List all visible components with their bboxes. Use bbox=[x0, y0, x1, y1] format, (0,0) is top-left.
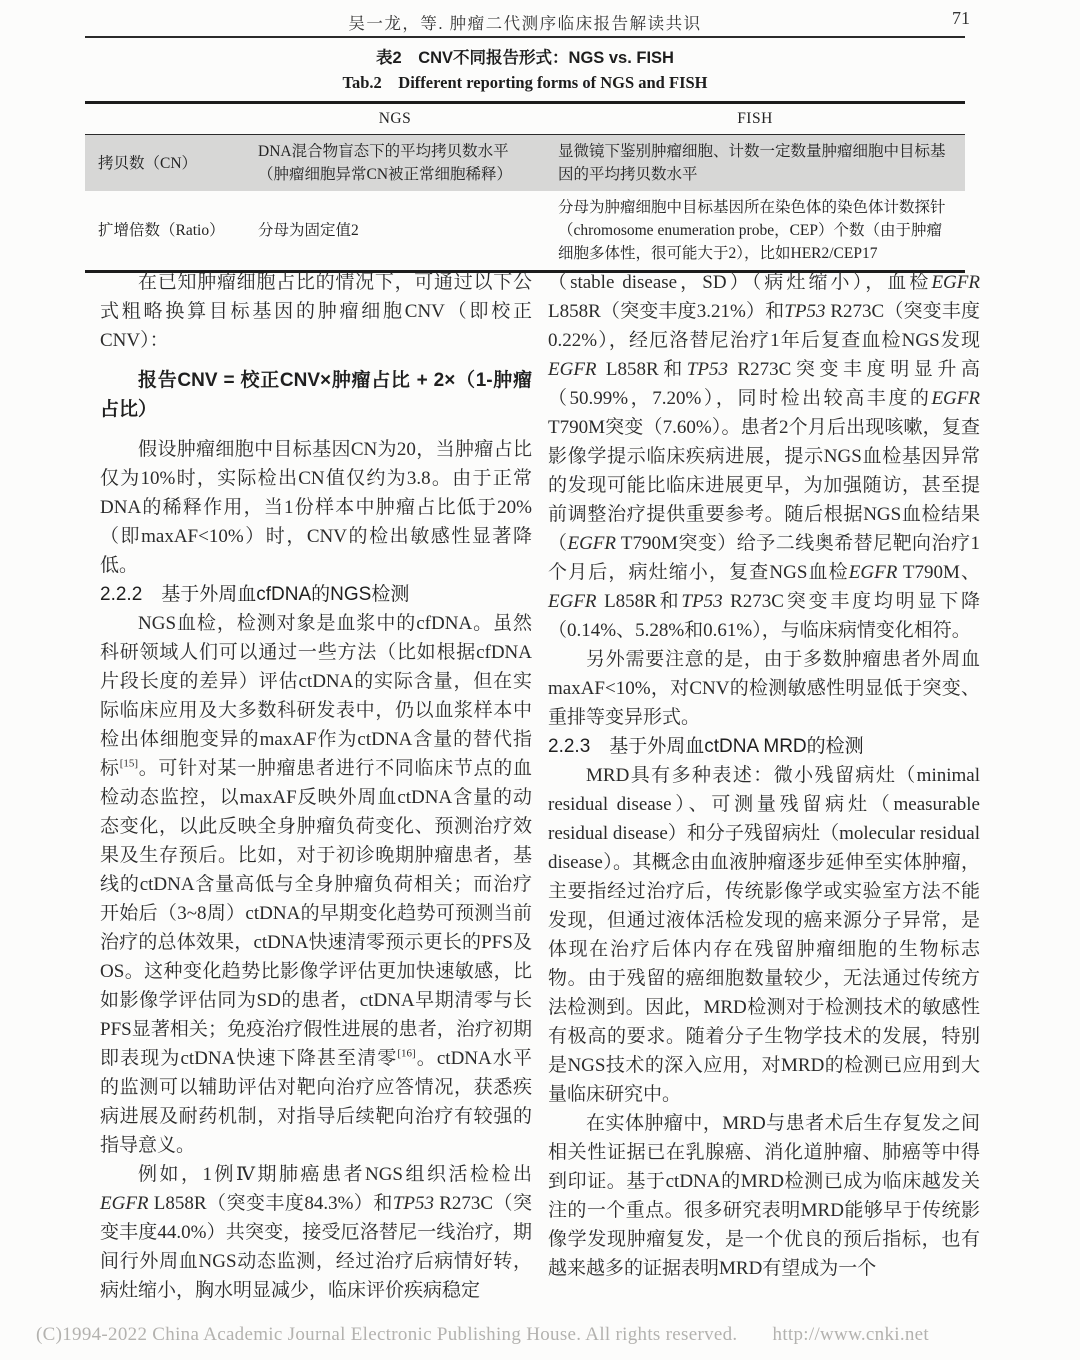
cell-ratio-fish: 分母为肿瘤细胞中目标基因所在染色体的染色体计数探针（chromosome enumeration probe，CEP）个数（由于肿瘤细胞多体性，很可能大于2），比如HER2/CEP17 bbox=[558, 199, 946, 262]
paragraph-mrd-evidence: 在实体肿瘤中，MRD与患者术后生存复发之间相关性证据已在乳腺癌、消化道肿瘤、肺癌等中得到印证。基于ctDNA的MRD检测已成为临床越发关注的一个重点。很多研究表明MRD能够早于传统影像学发现肿瘤复发，是一个优良的预后指标，也有越来越多的证据表明MRD有望成为一个 bbox=[548, 1113, 980, 1279]
right-text-column bbox=[548, 268, 980, 1283]
paragraph-case-example: 例如，1例Ⅳ期肺癌患者NGS组织活检检出EGFR L858R（突变丰度84.3%）和TP53 R273C（突变丰度44.0%）共突变，接受厄洛替尼一线治疗，期间行外周血NGS动态监测，经过治疗后病情好转，病灶缩小，胸水明显减少，临床评价疾病稳定 bbox=[100, 1164, 532, 1301]
row-label-cn: 拷贝数（CN） bbox=[85, 135, 245, 192]
table-row-copy-number bbox=[85, 135, 965, 192]
section-heading-2-2-3: 2.2.3 基于外周血ctDNA MRD的检测 bbox=[548, 736, 864, 757]
paragraph-cnv-conversion: 在已知肿瘤细胞占比的情况下，可通过以下公式粗略换算目标基因的肿瘤细胞CNV（即校正CNV）： bbox=[100, 272, 532, 351]
table-title-en: Tab.2 Different reporting forms of NGS and FISH bbox=[342, 73, 708, 92]
paragraph-maxaf-note: 另外需要注意的是，由于多数肿瘤患者外周血maxAF<10%，对CNV的检测敏感性明显低于突变、重排等变异形式。 bbox=[548, 649, 980, 728]
left-text-column bbox=[100, 268, 532, 1305]
copyright-text: (C)1994-2022 China Academic Journal Electronic Publishing House. All rights reserved. bbox=[36, 1324, 738, 1345]
cell-cn-fish: 显微镜下鉴别肿瘤细胞、计数一定数量肿瘤细胞中目标基因的平均拷贝数水平 bbox=[545, 135, 965, 192]
header-divider bbox=[85, 36, 965, 38]
row-label-ratio: 扩增倍数（Ratio） bbox=[98, 222, 225, 239]
column-header-ngs: NGS bbox=[245, 103, 545, 135]
column-header-blank bbox=[85, 103, 245, 135]
table-title-zh: 表2 CNV不同报告形式：NGS vs. FISH bbox=[376, 49, 674, 67]
paragraph-cfdna-ngs: NGS血检，检测对象是血浆中的cfDNA。虽然科研领域人们可以通过一些方法（比如根据cfDNA片段长度的差异）评估ctDNA的实际含量，但在实际临床应用及大多数科研发表中，仍以血浆样本中检出体细胞变异的maxAF作为ctDNA含量的替代指标[15]。可针对某一肿瘤患者进行不同临床节点的血检动态监控，以maxAF反映外周血ctDNA含量的动态变化，以此反映全身肿瘤负荷变化、预测治疗效果及生存预后。比如，对于初诊晚期肿瘤患者，基线的ctDNA含量高低与全身肿瘤负荷相关；而治疗开始后（3~8周）ctDNA的早期变化趋势可预测当前治疗的总体效果，ctDNA快速清零预示更长的PFS及OS。这种变化趋势比影像学评估更加快速敏感，比如影像学评估同为SD的患者，ctDNA早期清零与长PFS显著相关；免疫治疗假性进展的患者，治疗初期即表现为ctDNA快速下降甚至清零[16]。ctDNA水平的监测可以辅助评估对靶向治疗应答情况，获悉疾病进展及耐药机制，对指导后续靶向治疗有较强的指导意义。 bbox=[100, 613, 532, 1156]
page-number: 71 bbox=[952, 8, 970, 28]
table2-block bbox=[85, 46, 965, 273]
column-header-fish: FISH bbox=[545, 103, 965, 135]
cnki-url: http://www.cnki.net bbox=[772, 1324, 929, 1345]
table-row-ratio bbox=[85, 191, 965, 272]
paragraph-mrd-definition: MRD具有多种表述：微小残留病灶（minimal residual disease）、可测量残留病灶（measurable residual disease）和分子残留病灶（molecular residual disease）。其概念由血液肿瘤逐步延伸至实体肿瘤，主要指经过治疗后，传统影像学或实验室方法不能发现，但通过液体活检发现的癌来源分子异常，是体现在治疗后体内存在残留肿瘤细胞的生物标志物。由于残留的癌细胞数量较少，无法通过传统方法检测到。因此，MRD检测对于检测技术的敏感性有极高的要求。随着分子生物学技术的发展，特别是NGS技术的深入应用，对MRD的检测已应用到大量临床研究中。 bbox=[548, 765, 980, 1105]
paragraph-cn-example: 假设肿瘤细胞中目标基因CN为20，当肿瘤占比仅为10%时，实际检出CN值仅约为3.8。由于正常DNA的稀释作用，当1份样本中肿瘤占比低于20%（即maxAF<10%）时，CNV的检出敏感性显著降低。 bbox=[100, 439, 532, 576]
cnv-comparison-table bbox=[85, 101, 965, 273]
cell-cn-ngs: DNA混合物盲态下的平均拷贝数水平（肿瘤细胞异常CN被正常细胞稀释） bbox=[245, 135, 545, 192]
footer-copyright-line bbox=[36, 1324, 1046, 1346]
cell-ratio-ngs: 分母为固定值2 bbox=[258, 222, 359, 239]
running-header-title: 吴一龙，等. 肿瘤二代测序临床报告解读共识 bbox=[348, 14, 702, 33]
table-header-row bbox=[85, 103, 965, 135]
formula-reported-cnv: 报告CNV = 校正CNV×肿瘤占比 + 2×（1-肿瘤占比） bbox=[100, 370, 532, 420]
paragraph-case-continuation: （stable disease，SD）（病灶缩小），血检EGFR L858R（突变丰度3.21%）和TP53 R273C（突变丰度0.22%），经厄洛替尼治疗1年后复查血检NGS发现EGFR L858R和TP53 R273C突变丰度明显升高（50.99%，7.20%），同时检出较高丰度的EGFR T790M突变（7.60%）。患者2个月后出现咳嗽，复查影像学提示临床疾病进展，提示NGS血检基因异常的发现可能比临床进展更早，为加强随访，甚至提前调整治疗提供重要参考。随后根据NGS血检结果（EGFR T790M突变）给予二线奥希替尼靶向治疗1个月后，病灶缩小，复查NGS血检EGFR T790M、EGFR L858R和TP53 R273C突变丰度均明显下降（0.14%、5.28%和0.61%），与临床病情变化相符。 bbox=[548, 272, 980, 641]
section-heading-2-2-2: 2.2.2 基于外周血cfDNA的NGS检测 bbox=[100, 584, 410, 605]
